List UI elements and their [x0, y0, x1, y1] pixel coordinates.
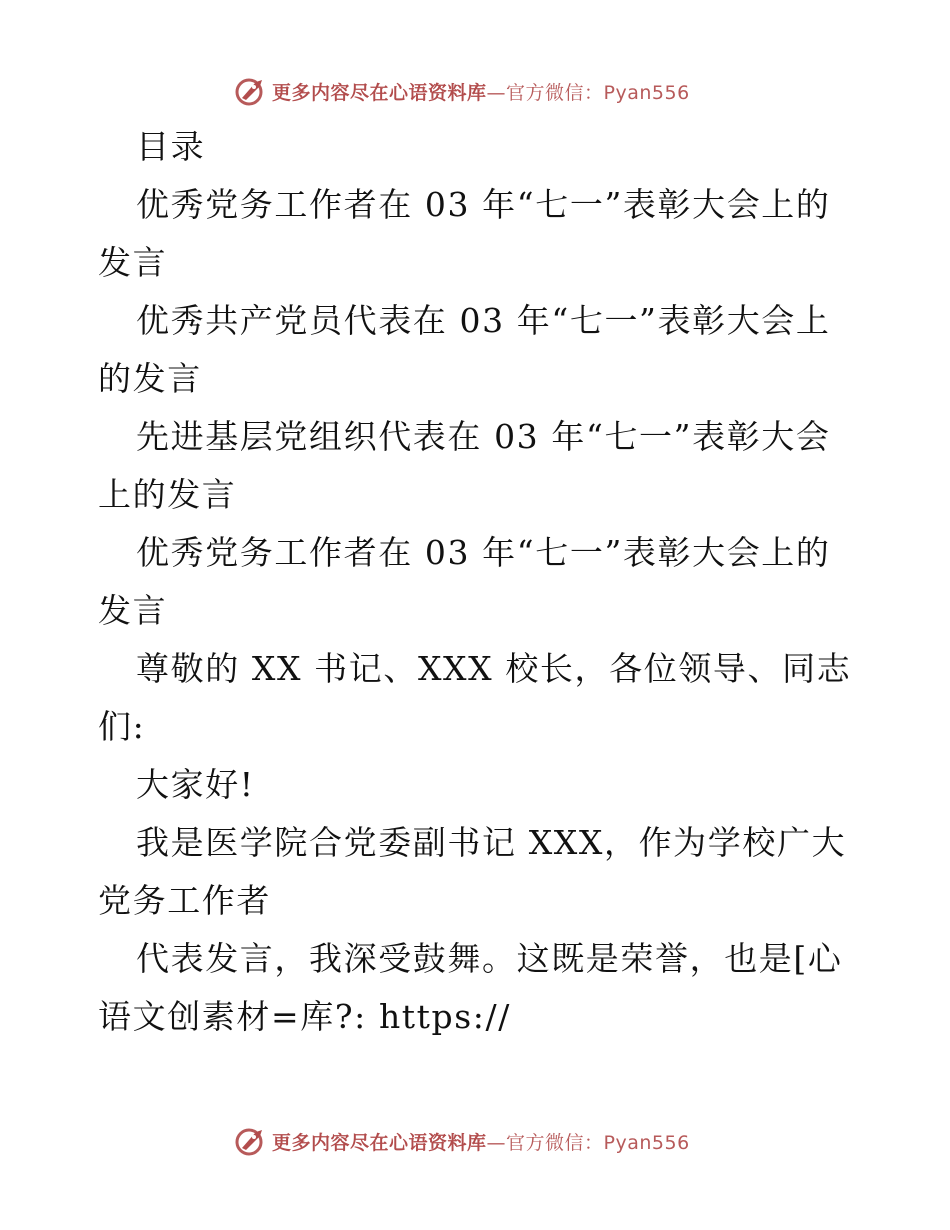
document-body	[98, 118, 858, 1046]
toc-title: 目录	[136, 127, 206, 166]
toc-item-2: 优秀共产党员代表在 03 年“七一”表彰大会上的发言	[98, 301, 831, 398]
section-title: 优秀党务工作者在 03 年“七一”表彰大会上的发言	[98, 533, 831, 630]
pen-nib-logo-icon	[234, 74, 268, 108]
watermark-text	[272, 78, 690, 105]
watermark-lead: 更多内容尽在心语资料库	[272, 81, 487, 104]
toc-item-3: 先进基层党组织代表在 03 年“七一”表彰大会上的发言	[98, 417, 831, 514]
body-paragraph-1: 我是医学院合党委副书记 XXX，作为学校广大党务工作者	[98, 823, 847, 920]
body-paragraph-2: 代表发言，我深受鼓舞。这既是荣誉，也是[心语文创素材=库?: https://	[98, 939, 843, 1036]
watermark-contact: —官方微信：Pyan556	[486, 1131, 690, 1154]
header-watermark	[234, 74, 690, 108]
watermark-contact: —官方微信：Pyan556	[486, 81, 690, 104]
watermark-lead: 更多内容尽在心语资料库	[272, 1131, 487, 1154]
pen-nib-logo-icon	[234, 1124, 268, 1158]
toc-item-1: 优秀党务工作者在 03 年“七一”表彰大会上的发言	[98, 185, 831, 282]
footer-watermark	[234, 1124, 690, 1158]
greeting: 大家好!	[136, 765, 255, 804]
salutation: 尊敬的 XX 书记、XXX 校长，各位领导、同志们:	[98, 649, 852, 746]
watermark-text	[272, 1128, 690, 1155]
